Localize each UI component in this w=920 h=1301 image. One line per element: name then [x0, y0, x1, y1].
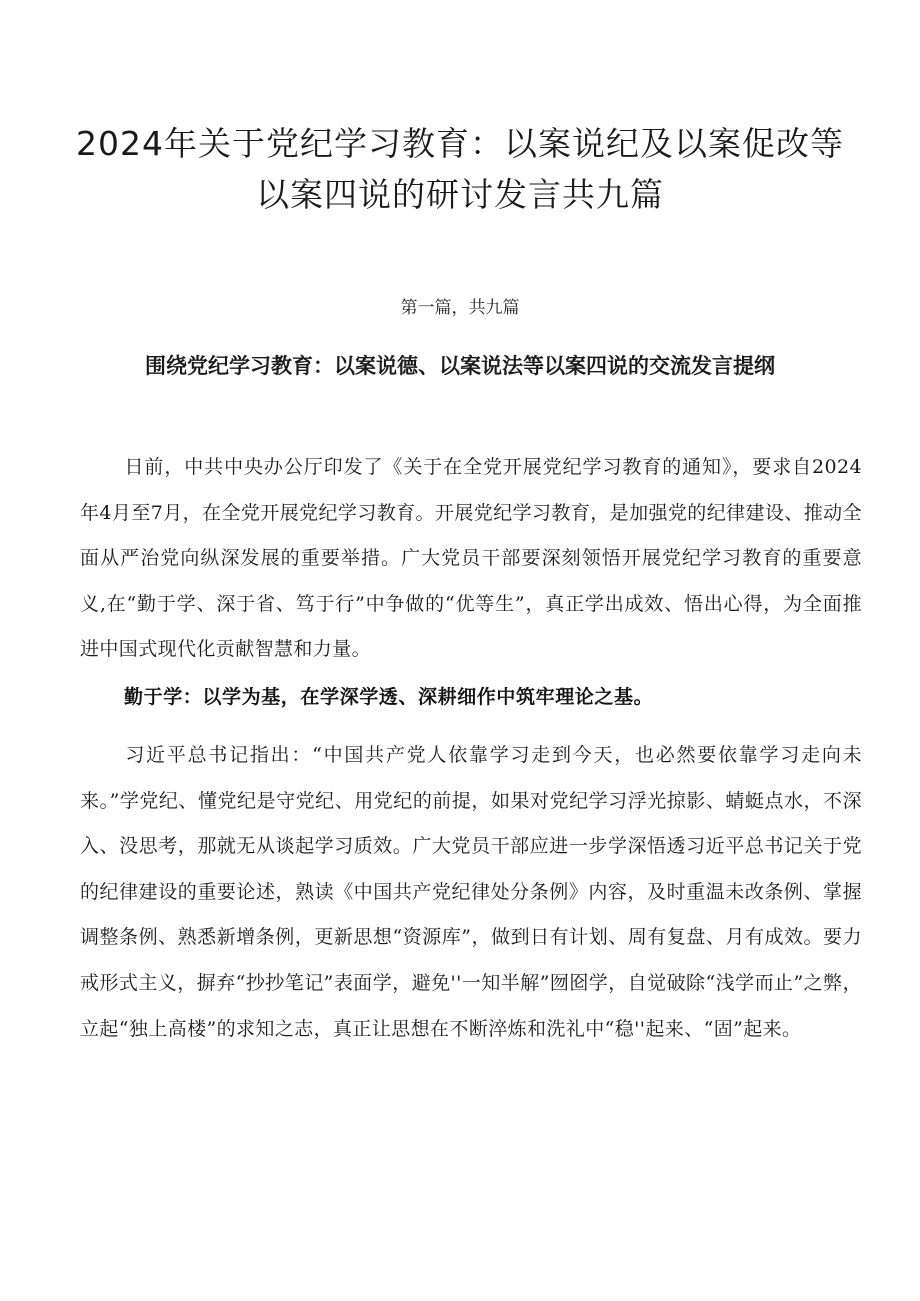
document-main-title: 2024年关于党纪学习教育：以案说纪及以案促改等以案四说的研讨发言共九篇	[76, 124, 844, 214]
section-number: 第一篇，共九篇	[400, 298, 520, 318]
body-paragraph-1-text: 日前，中共中央办公厅印发了《关于在全党开展党纪学习教育的通知》，要求自2024年4月至7月，在全党开展党纪学习教育。开展党纪学习教育，是加强党的纪律建设、推动全面从严治党向纵深发展的重要举措。广大党员干部要深刻领悟开展党纪学习教育的重要意义,在“勤于学、深于省、笃于行”中争做的“优等生”，真正学出成效、悟出心得，为全面推进中国式现代化贡献智慧和力量。	[80, 456, 862, 661]
paragraph-heading: 勤于学：以学为基，在学深学透、深耕细作中筑牢理论之基。	[124, 686, 654, 708]
body-paragraph-2	[80, 733, 862, 1052]
body-paragraph-2-text: 习近平总书记指出：“中国共产党人依靠学习走到今天，也必然要依靠学习走向未来。”学党纪、懂党纪是守党纪、用党纪的前提，如果对党纪学习浮光掠影、蜻蜓点水，不深入、没思考，那就无从谈起学习质效。广大党员干部应进一步学深悟透习近平总书记关于党的纪律建设的重要论述，熟读《中国共产党纪律处分条例》内容，及时重温未改条例、掌握调整条例、熟悉新增条例，更新思想“资源库”，做到日有计划、周有复盘、月有成效。要力戒形式主义，摒弃“抄抄笔记”表面学，避免''一知半解”囫囵学，自觉破除“浅学而止”之弊，立起“独上高楼”的求知之志，真正让思想在不断淬炼和洗礼中“稳''起来、“固”起来。	[80, 744, 862, 1040]
body-paragraph-1	[80, 445, 862, 673]
section-sub-title: 围绕党纪学习教育：以案说德、以案说法等以案四说的交流发言提纲	[145, 354, 775, 378]
